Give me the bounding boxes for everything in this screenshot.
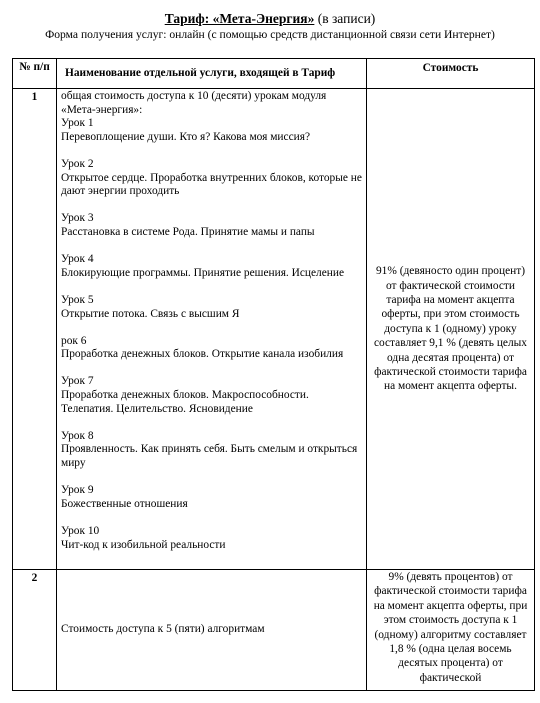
lesson-title: Урок 3 xyxy=(61,212,94,225)
row-number: 2 xyxy=(13,570,57,691)
service-cell: Стоимость доступа к 5 (пяти) алгоритмам xyxy=(57,570,367,691)
lesson-description: Открытое сердце. Проработка внутренних блоков, которые не дают энергии проходить xyxy=(61,171,362,198)
lesson-description: Чит-код к изобильной реальности xyxy=(61,538,226,551)
page-title xyxy=(0,10,540,27)
lesson-description: Проработка денежных блоков. Макроспособности. Телепатия. Целительство. Ясновидение xyxy=(61,389,309,415)
lesson-title: Урок 2 xyxy=(61,157,94,170)
lesson-item xyxy=(61,212,362,239)
service-cell xyxy=(57,89,367,570)
lesson-description: Блокирующие программы. Принятие решения. Исцеление xyxy=(61,266,345,279)
lesson-list xyxy=(61,117,362,552)
table-row xyxy=(13,570,535,691)
lesson-description: Открытие потока. Связь с высшим Я xyxy=(61,307,240,320)
lesson-description: Божественные отношения xyxy=(61,497,188,510)
lesson-title: Урок 1 xyxy=(61,117,94,130)
lesson-description: Проработка денежных блоков. Открытие канала изобилия xyxy=(61,348,344,361)
tariff-name: Тариф: «Мета-Энергия» xyxy=(164,11,315,26)
lesson-title: Урок 5 xyxy=(61,293,94,306)
lesson-item xyxy=(61,375,362,416)
table-header-row xyxy=(13,59,535,89)
tariff-suffix: (в записи) xyxy=(314,11,376,26)
lesson-description: Расстановка в системе Рода. Принятие мамы и папы xyxy=(61,225,315,238)
lesson-item xyxy=(61,294,362,321)
lesson-title: Урок 4 xyxy=(61,253,94,266)
cost-cell: 9% (девять процентов) от фактической стоимости тарифа на момент акцепта оферты, при этом стоимость доступа к 1 (одному) алгоритму составляет 1,8 % (одна целая восемь десятых процента) от фактической xyxy=(367,570,535,691)
header-service-name: Наименование отдельной услуги, входящей в Тариф xyxy=(57,59,367,89)
module-intro: общая стоимость доступа к 10 (десяти) урокам модуля «Мета-энергия»: xyxy=(61,90,327,116)
lesson-title: Урок 10 xyxy=(61,525,100,537)
lesson-item xyxy=(61,117,362,144)
tariff-table xyxy=(12,58,535,691)
service-form-subtitle: Форма получения услуг: онлайн (с помощью средств дистанционной связи сети Интернет) xyxy=(45,28,495,41)
lesson-description: Перевоплощение души. Кто я? Какова моя миссия? xyxy=(61,130,311,143)
lesson-item xyxy=(61,158,362,199)
lesson-description: Проявленность. Как принять себя. Быть смелым и открыться миру xyxy=(61,443,358,470)
table-row xyxy=(13,89,535,570)
lesson-title: рок 6 xyxy=(61,334,87,347)
lesson-title: Урок 8 xyxy=(61,429,94,442)
lesson-item xyxy=(61,430,362,471)
lesson-item xyxy=(61,335,362,362)
cost-cell: 91% (девяносто один процент) от фактической стоимости тарифа на момент акцепта оферты, при этом стоимость доступа к 1 (одному) уроку составляет 9,1 % (девять целых одна десятая процента) от фактической стоимости тарифа на момент акцепта оферты. xyxy=(367,89,535,570)
row-number: 1 xyxy=(13,89,57,570)
header-number: № п/п xyxy=(13,59,57,89)
lesson-title: Урок 9 xyxy=(61,484,94,497)
lesson-item xyxy=(61,525,362,552)
lesson-item xyxy=(61,253,362,280)
header-cost: Стоимость xyxy=(367,59,535,89)
lesson-title: Урок 7 xyxy=(61,375,94,388)
lesson-item xyxy=(61,484,362,511)
